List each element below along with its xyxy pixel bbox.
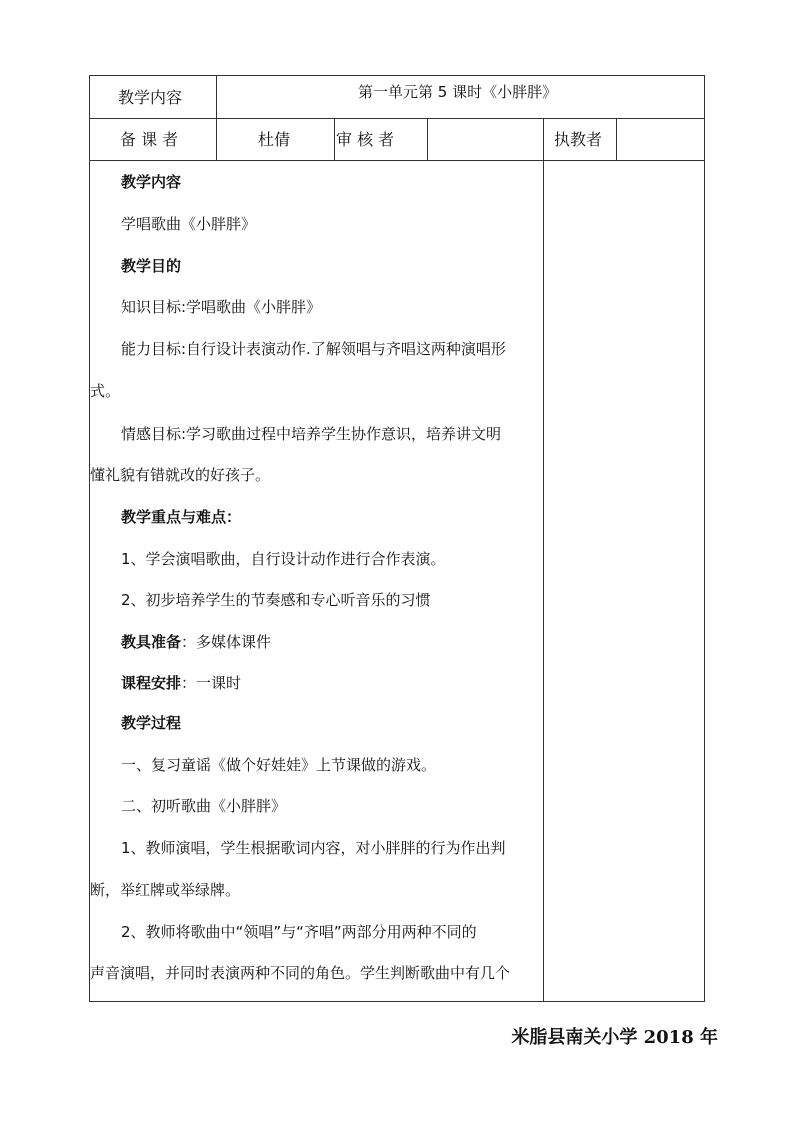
- schedule-label: 课程安排: [121, 674, 182, 692]
- goal-knowledge: 知识目标:学唱歌曲《小胖胖》: [121, 298, 322, 316]
- row-divider: [90, 118, 704, 119]
- goal-ability-cont: 式。: [90, 382, 121, 400]
- content-text: 学唱歌曲《小胖胖》: [121, 215, 257, 233]
- preparer-name: 杜倩: [258, 130, 291, 149]
- keypoint-item: 2、初步培养学生的节奏感和专心听音乐的习惯: [121, 591, 431, 609]
- tools-value: ：多媒体课件: [181, 633, 272, 651]
- goal-emotion-cont: 懂礼貌有错就改的好孩子。: [90, 466, 271, 484]
- reviewer-label: 审 核 者: [336, 130, 395, 149]
- tools-line: [90, 632, 544, 652]
- process-substep-cont: 声音演唱，并同时表演两种不同的角色。学生判断歌曲中有几个: [90, 964, 511, 982]
- school-year-footer: 米脂县南关小学 2018 年: [511, 1027, 718, 1048]
- col-divider: [216, 76, 217, 118]
- goal-emotion: 情感目标:学习歌曲过程中培养学生协作意识，培养讲文明: [121, 425, 502, 443]
- schedule-value: ：一课时: [181, 674, 242, 692]
- lesson-title: 第一单元第 5 课时《小胖胖》: [358, 83, 558, 101]
- col-divider: [616, 118, 617, 160]
- heading-keypoints: 教学重点与难点：: [121, 508, 242, 526]
- goal-ability: 能力目标:自行设计表演动作.了解领唱与齐唱这两种演唱形: [121, 340, 506, 358]
- tools-label: 教具准备: [121, 633, 182, 651]
- lesson-plan-table: [89, 75, 705, 1002]
- schedule-line: [90, 673, 544, 693]
- col-divider: [334, 118, 335, 160]
- keypoint-item: 1、学会演唱歌曲，自行设计动作进行合作表演。: [121, 550, 446, 568]
- process-step: 一、复习童谣《做个好娃娃》上节课做的游戏。: [121, 756, 437, 774]
- process-substep: 1、教师演唱，学生根据歌词内容，对小胖胖的行为作出判: [121, 839, 506, 857]
- preparer-label: 备 课 者: [120, 130, 179, 149]
- content-label: 教学内容: [118, 88, 183, 107]
- heading-goal: 教学目的: [121, 257, 182, 275]
- process-step: 二、初听歌曲《小胖胖》: [121, 797, 287, 815]
- row-divider: [90, 160, 704, 161]
- executor-label: 执教者: [554, 130, 603, 149]
- col-divider: [216, 118, 217, 160]
- process-substep: 2、教师将歌曲中“领唱”与“齐唱”两部分用两种不同的: [121, 923, 477, 941]
- col-divider: [427, 118, 428, 160]
- process-substep-cont: 断，举红牌或举绿牌。: [90, 881, 241, 899]
- heading-content: 教学内容: [121, 173, 182, 191]
- heading-process: 教学过程: [121, 714, 182, 732]
